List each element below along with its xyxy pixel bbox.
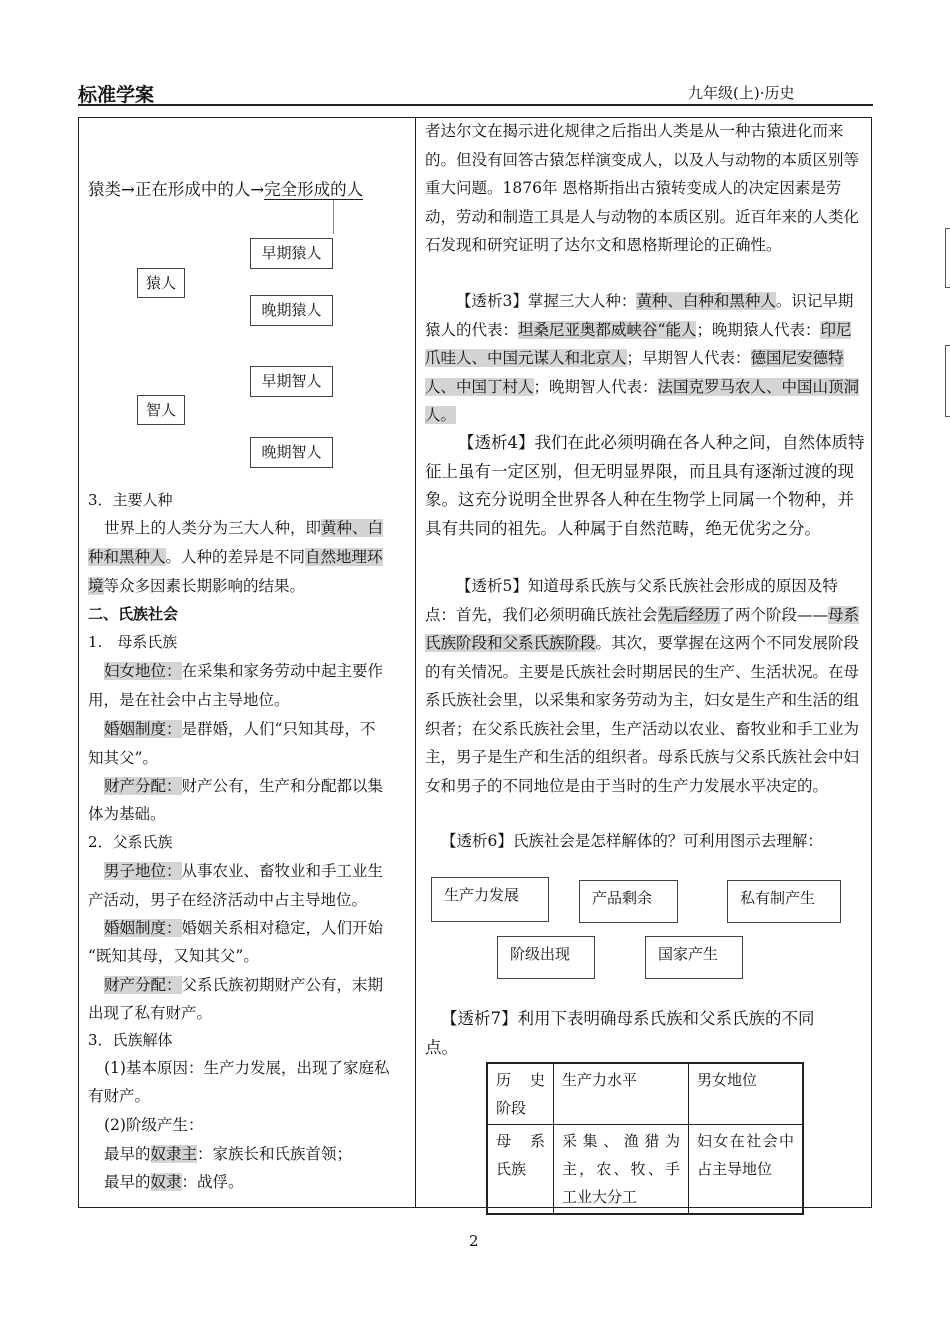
connector-line [333,200,334,234]
dissolution-cause: (1)基本原因：生产力发展，出现了家庭私 [104,1059,390,1077]
matriarchal-title: 1. 母系氏族 [88,633,178,651]
table-cell: 妇女在社会中占主导地位 [689,1125,804,1215]
analysis-7: 【透析7】利用下表明确母系氏族和父系氏族的不同 [441,1009,815,1028]
races-line-3: 境等众多因素长期影响的结果。 [88,577,306,595]
flow-private-property: 私有制产生 [727,880,841,923]
dissolution-cause-cont: 有财产。 [88,1087,151,1105]
early-ape-box: 早期猿人 [250,238,333,269]
patriarchal-property-line: 财产分配：父系氏族初期财产公有，末期 [104,976,384,994]
flow-productivity: 生产力发展 [431,877,549,922]
late-ape-box: 晚期猿人 [250,295,333,326]
table-header-row [487,1063,803,1125]
column-divider [415,117,416,1208]
table-header: 男女地位 [689,1063,804,1125]
comparison-table [486,1062,804,1215]
flow-surplus: 产品剩余 [579,880,678,923]
matriarchal-women-cont: 用，是在社会中占主导地位。 [88,691,290,709]
edge-mark [945,345,950,417]
table-header: 生产力水平 [554,1063,689,1125]
analysis-4: 【透析4】我们在此必须明确在各人种之间，自然体质特征上虽有一定区别，但无明显界限，而且具有逐渐过渡的现象。这充分说明全世界各人种在生物学上同属一个物种，并具有共同的祖先。人种属于自然范畴，绝无优劣之分。 [425,433,865,538]
patriarchal-title: 2．父系氏族 [88,833,173,851]
dissolution-title: 3．氏族解体 [88,1031,173,1049]
analysis-6: 【透析6】氏族社会是怎样解体的？可利用图示去理解： [441,832,823,850]
races-line-2: 种和黑种人。人种的差异是不同自然地理环 [88,548,383,566]
matriarchal-property-cont: 体为基础。 [88,805,166,823]
late-sapiens-box: 晚期智人 [250,437,333,468]
analysis-3: 【透析3】掌握三大人种：黄种、白种和黑种人。识记早期猿人的代表：坦桑尼亚奥都威峡谷“能人；晚期猿人代表：印尼爪哇人、中国元谋人和北京人；早期智人代表：德国尼安德特人、中国丁村人；晚期智人代表：法国克罗马农人、中国山顶洞人。 [425,292,860,424]
analysis-5: 【透析5】知道母系氏族与父系氏族社会形成的原因及特点：首先，我们必须明确氏族社会先后经历了两个阶段——母系氏族阶段和父系氏族阶段。其次，要掌握在这两个不同发展阶段的有关情况。主要是氏族社会时期居民的生产、生活状况。在母系氏族社会里，以采集和家务劳动为主，妇女是生产和生活的组织者；在父系氏族社会里，生产活动以农业、畜牧业和手工业为主，男子是生产和生活的组织者。母系氏族与父系氏族社会中妇女和男子的不同地位是由于当时的生产力发展水平决定的。 [425,577,860,795]
dissolution-class: (2)阶级产生： [104,1116,204,1134]
matriarchal-marriage-line: 婚姻制度：是群婚，人们“只知其母，不 [104,720,376,738]
header-title: 标准学案 [78,84,155,106]
earliest-slaveowner: 最早的奴隶主：家族长和氏族首领； [104,1145,353,1163]
patriarchal-property-cont: 出现了私有财产。 [88,1004,213,1022]
homo-sapiens-box: 智人 [137,395,185,425]
matriarchal-women-line: 妇女地位：在采集和家务劳动中起主要作 [104,662,384,680]
intro-paragraph: 者达尔文在揭示进化规律之后指出人类是从一种古猿进化而来的。但没有回答古猿怎样演变成人，以及人与动物的本质区别等重大问题。1876年 恩格斯指出古猿转变成人的决定因素是劳动，劳动和制造工具是人与动物的本质区别。近百年来的人类化石发现和研究证明了达尔文和恩格斯理论的正确性。 [425,122,860,254]
matriarchal-marriage-cont: 知其父”。 [88,749,158,767]
table-cell: 母 系氏族 [487,1125,554,1215]
patriarchal-men-cont: 产活动，男子在经济活动中占主导地位。 [88,891,368,909]
flow-state: 国家产生 [645,936,743,979]
section-races-title: 3．主要人种 [88,491,173,509]
early-sapiens-box: 早期智人 [250,366,333,397]
flow-classes: 阶级出现 [497,936,595,979]
edge-mark [945,228,950,288]
header-subject: 九年级(上)·历史 [688,84,795,102]
patriarchal-men-line: 男子地位：从事农业、畜牧业和手工业生 [104,862,384,880]
matriarchal-property-line: 财产分配：财产公有，生产和分配都以集 [104,777,384,795]
patriarchal-marriage-line: 婚姻制度：婚姻关系相对稳定，人们开始 [104,919,384,937]
section-clan-title: 二、氏族社会 [88,605,179,623]
patriarchal-marriage-cont: “既知其母，又知其父”。 [88,947,259,965]
table-row [487,1125,803,1215]
header-rule [78,104,873,106]
evolution-line: 猿类→正在形成中的人→完全形成的人 [88,180,364,199]
table-cell: 采集、渔猎为主，农、牧、手工业大分工 [554,1125,689,1215]
races-line-1: 世界上的人类分为三大人种，即黄种、白 [104,519,384,537]
page-number: 2 [469,1232,479,1250]
ape-man-box: 猿人 [137,268,185,298]
table-header: 历 史阶段 [487,1063,554,1125]
earliest-slave: 最早的奴隶：战俘。 [104,1173,244,1191]
analysis-7-cont: 点。 [425,1038,458,1057]
